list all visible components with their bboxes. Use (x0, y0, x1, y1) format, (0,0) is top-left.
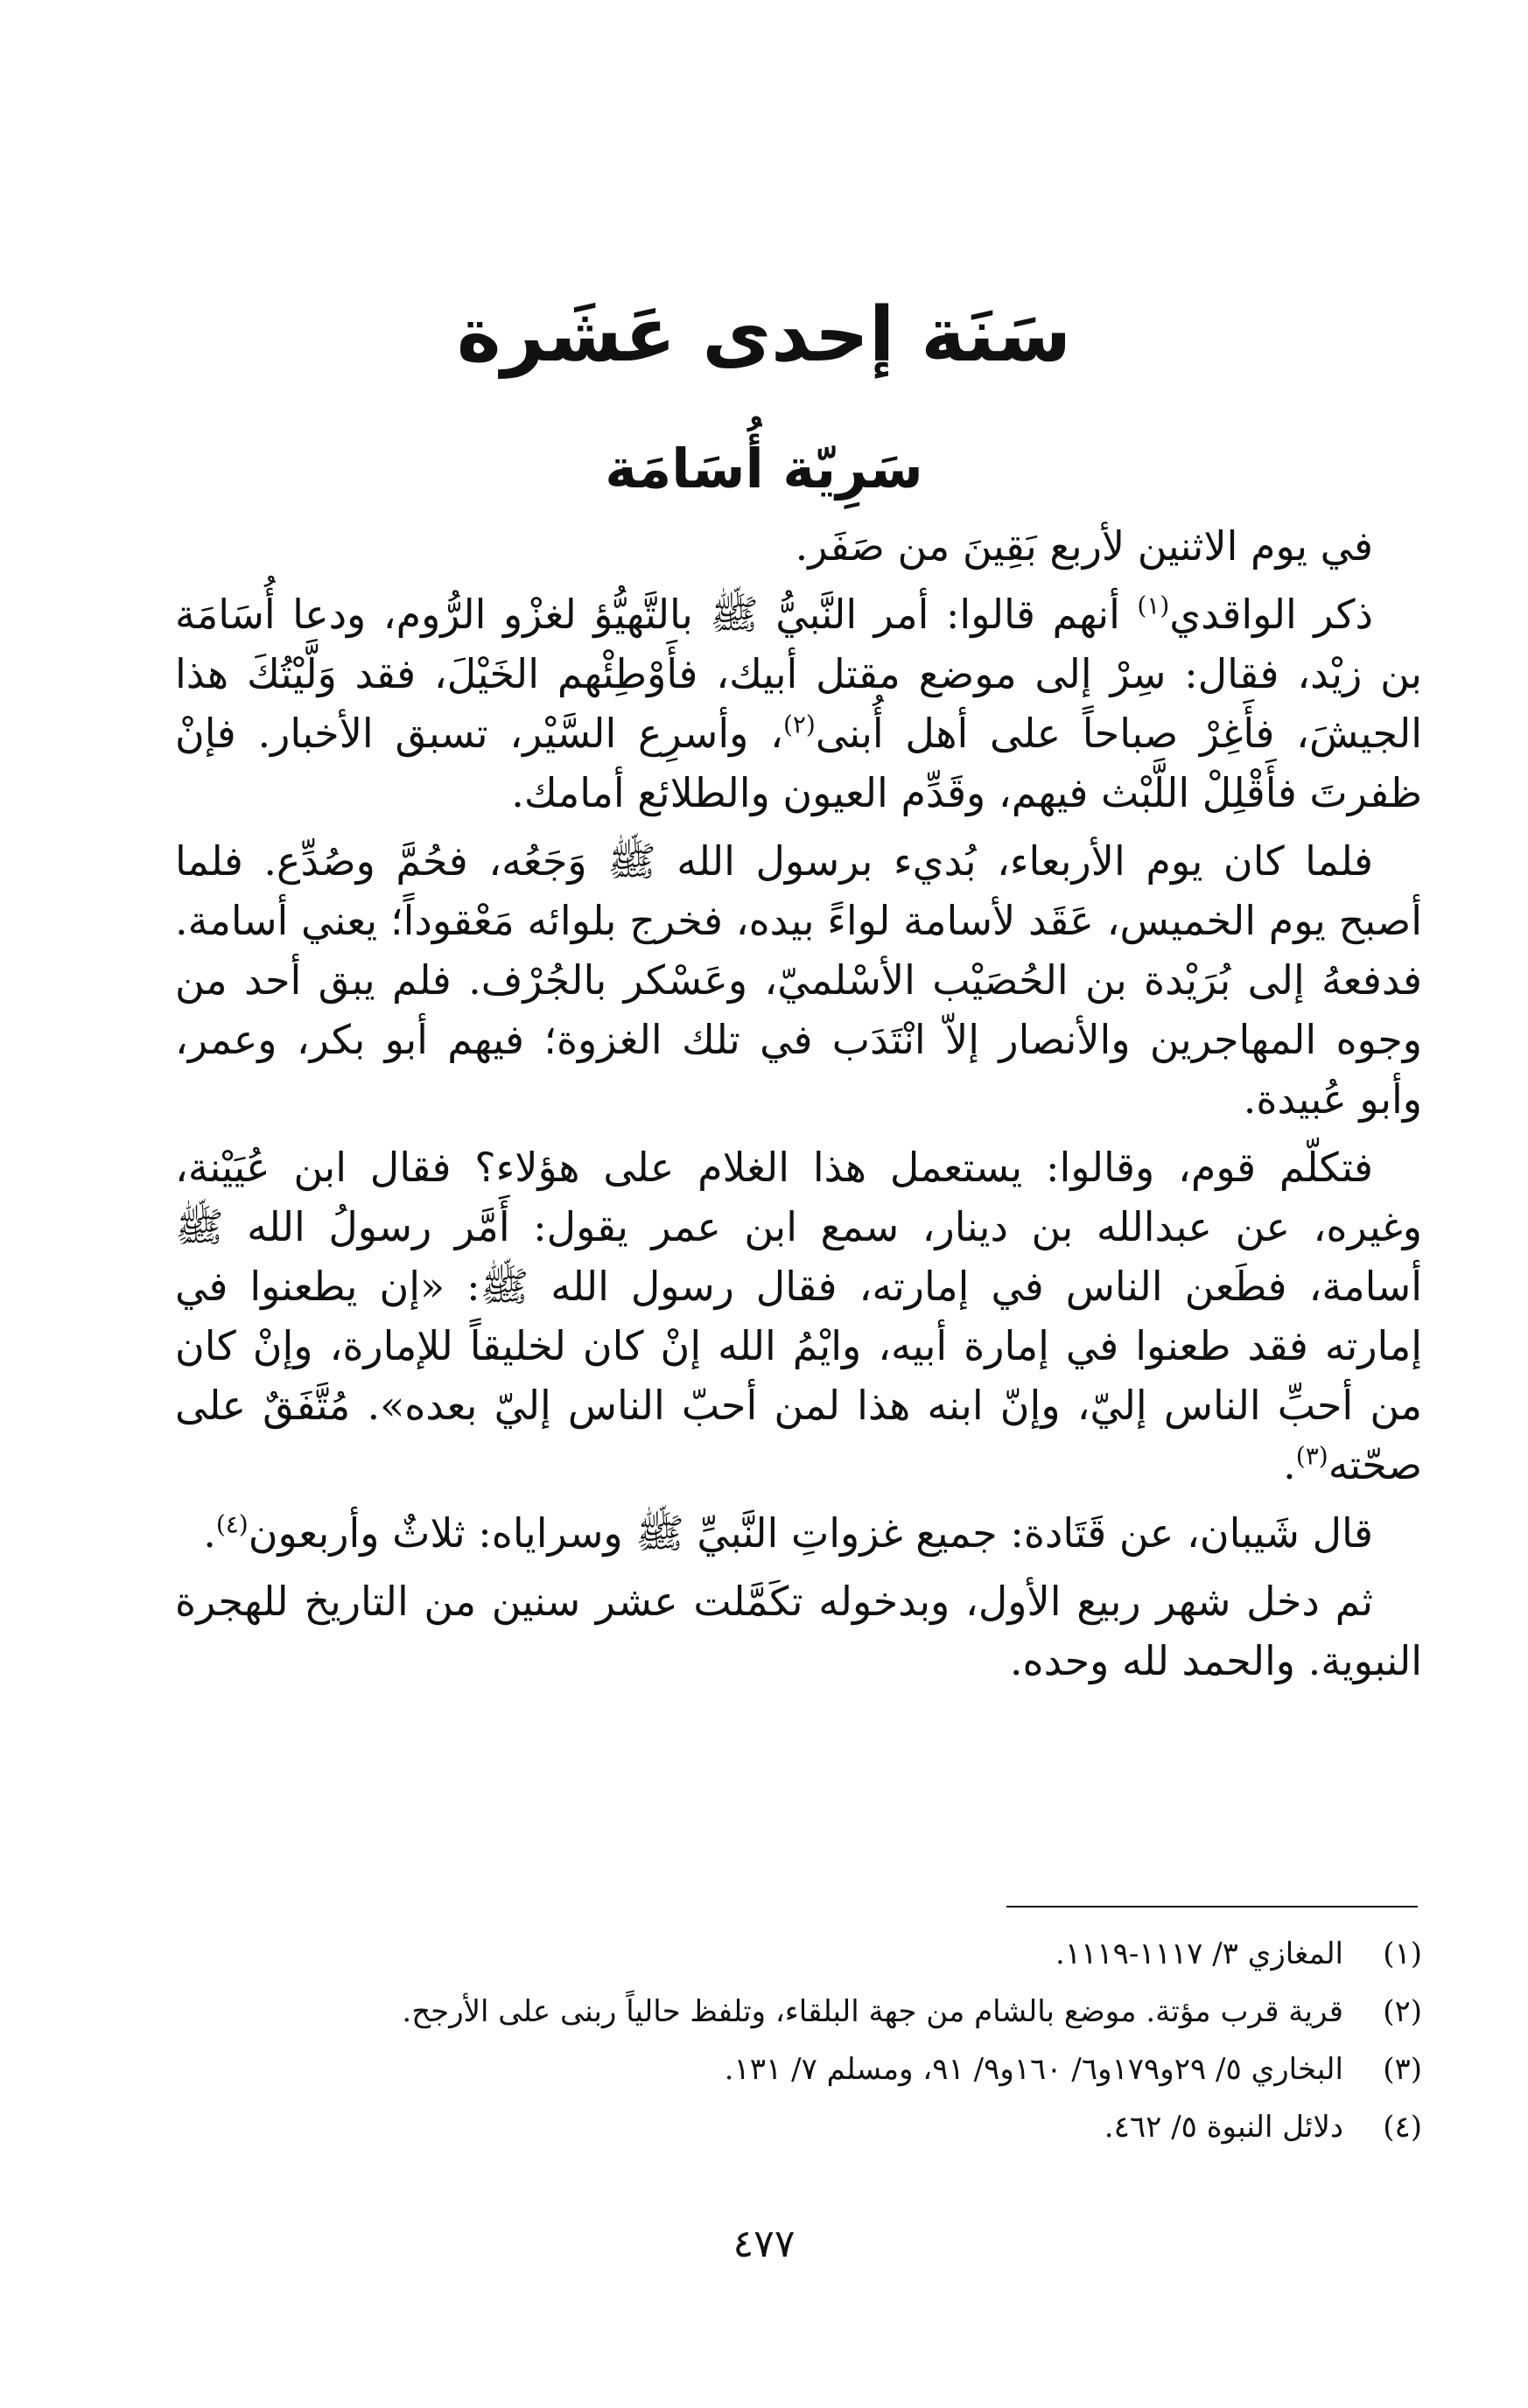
paragraph-2 (175, 584, 1422, 822)
paragraph-text: . (203, 1509, 216, 1557)
main-text (175, 516, 1422, 1699)
footnote-4 (175, 2098, 1422, 2156)
paragraph-4 (175, 1138, 1422, 1494)
paragraph-3 (175, 831, 1422, 1129)
footnote-number: (١) (1383, 1936, 1422, 1971)
paragraph-text: أنهم قالوا: أمر النَّبيُّ ﷺ بالتَّهيُّؤ لغزْو الرُّوم، ودعا أُسَامَة بن زيْد، فقال: سِرْ إلى موضع مقتل أبيك، فأَوْطِئْهم الخَيْلَ، فقد وَلَّيْتُكَ هذا الجيشَ، فأَغِرْ صباحاً على أهل أُبنى (175, 591, 1422, 757)
footnote-text: البخاري ٥/ ٢٩و١٧٩و٦/ ١٦٠و٩/ ٩١، ومسلم ٧/ ١٣١. (724, 2052, 1343, 2087)
paragraph-text: في يوم الاثنين لأربع بَقِينَ من صَفَر. (795, 522, 1373, 570)
footnote-ref-3: (٣) (1295, 1441, 1328, 1471)
footnotes (175, 1925, 1422, 2156)
footnote-ref-1: (١) (1137, 591, 1170, 620)
paragraph-text: فلما كان يوم الأربعاء، بُديء برسول الله ﷺ وَجَعُه، فحُمَّ وصُدِّع. فلما أصبح يوم الخميس، عَقَد لأسامة لواءً بيده، فخرج بلوائه مَعْقوداً؛ يعني أسامة. فدفعهُ إلى بُرَيْدة بن الحُصَيْب الأسْلميّ، وعَسْكر بالجُرْف. فلم يبق أحد من وجوه المهاجرين والأنصار إلاّ انْتَدَب في تلك الغزوة؛ فيهم أبو بكر، وعمر، وأبو عُبيدة. (175, 837, 1422, 1123)
paragraph-text: ، وأسرِع السَّيْر، تسبق الأخبار. فإنْ ظفرتَ فأَقْلِلْ اللَّبْث فيهم، وقَدِّم العيون والطلائع أمامك. (175, 710, 1422, 816)
paragraph-5 (175, 1503, 1422, 1563)
footnote-text: المغازي ٣/ ١١١٧-١١١٩. (1055, 1936, 1343, 1971)
paragraph-text: فتكلّم قوم، وقالوا: يستعمل هذا الغلام على هؤلاء؟ فقال ابن عُيَيْنة، وغيره، عن عبدالله بن دينار، سمع ابن عمر يقول: أَمَّر رسولُ الله ﷺ أسامة، فطَعن الناس في إمارته، فقال رسول الله ﷺ: «إن يطعنوا في إمارته فقد طعنوا في إمارة أبيه، وايْمُ الله إنْ كان لخليقاً للإمارة، وإنْ كان من أحبِّ الناس إليّ، وإنّ ابنه هذا لمن أحبّ الناس إليّ بعده». مُتَّفَقٌ على صحّته (175, 1144, 1422, 1488)
footnote-3 (175, 2040, 1422, 2098)
paragraph-1 (175, 516, 1422, 576)
footnote-text: قرية قرب مؤتة. موضع بالشام من جهة البلقاء، وتلفظ حالياً ربنى على الأرجح. (402, 1994, 1343, 2029)
footnote-number: (٤) (1383, 2110, 1422, 2145)
footnote-number: (٢) (1383, 1994, 1422, 2029)
paragraph-text: ذكر الواقدي (1169, 591, 1373, 638)
paragraph-text: ثم دخل شهر ربيع الأول، وبدخوله تكَمَّلت عشر سنين من التاريخ للهجرة النبوية. والحمد لله وحده. (175, 1578, 1422, 1684)
paragraph-text: قال شَيبان، عن قَتَادة: جميع غزواتِ النَّبيِّ ﷺ وسراياه: ثلاثٌ وأربعون (248, 1509, 1373, 1557)
footnote-ref-4: (٤) (215, 1509, 249, 1539)
footnote-ref-2: (٢) (782, 710, 816, 739)
section-title: سَرِيّة أُسَامَة (605, 437, 923, 501)
footnote-text: دلائل النبوة ٥/ ٤٦٢. (1104, 2110, 1343, 2145)
paragraph-text: . (1283, 1441, 1296, 1488)
footnote-number: (٣) (1383, 2052, 1422, 2087)
footnote-divider (1006, 1906, 1418, 1908)
chapter-title: سَنَة إحدى عَشَرة (456, 290, 1072, 379)
page-number: ٤٧٧ (732, 2222, 796, 2266)
footnote-2 (175, 1983, 1422, 2040)
paragraph-6 (175, 1572, 1422, 1690)
footnote-1 (175, 1925, 1422, 1983)
